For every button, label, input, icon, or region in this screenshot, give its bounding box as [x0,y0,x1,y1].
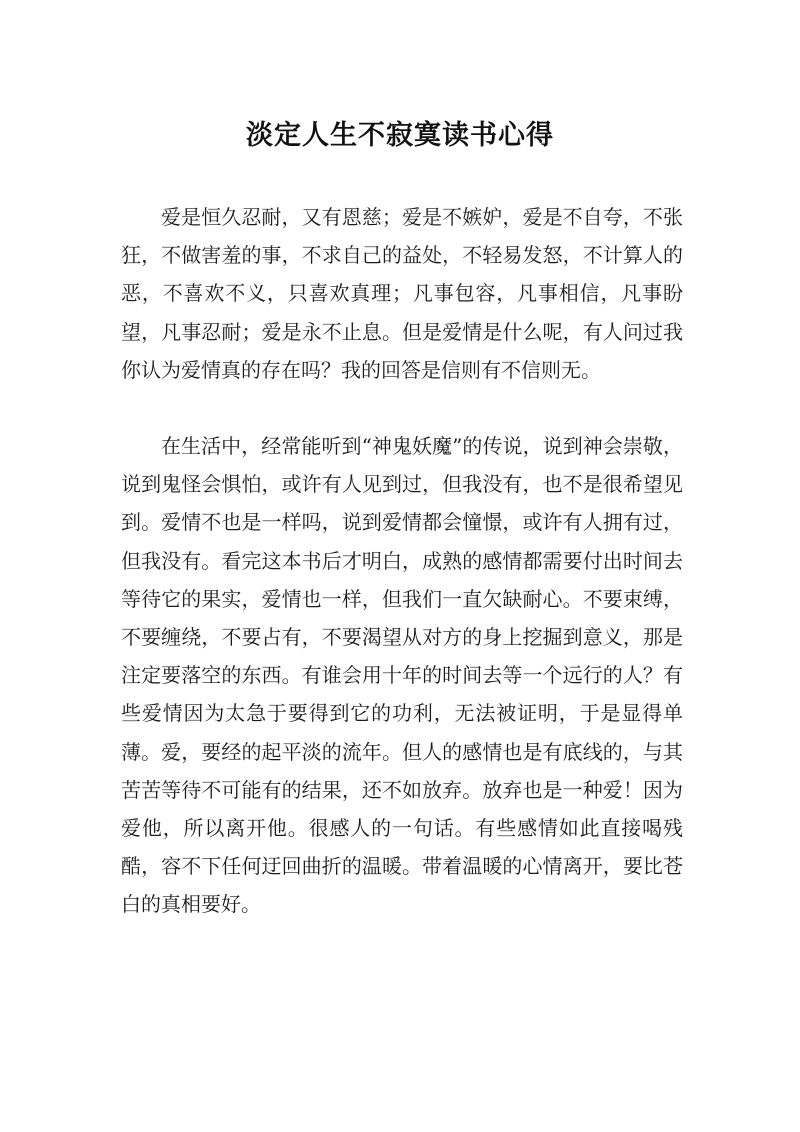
document-title: 淡定人生不寂寞读书心得 [246,120,554,152]
paragraph-1: 爱是恒久忍耐，又有恩慈；爱是不嫉妒，爱是不自夸，不张狂，不做害羞的事，不求自己的益处，不轻易发怒，不计算人的恶，不喜欢不义，只喜欢真理；凡事包容，凡事相信，凡事盼望，凡事忍耐；爱是永不止息。但是爱情是什么呢，有人问过我你认为爱情真的存在吗？我的回答是信则有不信则无。 [121,205,683,382]
paragraph-2: 在生活中，经常能听到“神鬼妖魔”的传说，说到神会崇敬，说到鬼怪会惧怕，或许有人见到过，但我没有，也不是很希望见到。爱情不也是一样吗，说到爱情都会憧憬，或许有人拥有过，但我没有。看完这本书后才明白，成熟的感情都需要付出时间去等待它的果实，爱情也一样，但我们一直欠缺耐心。不要束缚，不要缠绕，不要占有，不要渴望从对方的身上挖掘到意义，那是注定要落空的东西。有谁会用十年的时间去等一个远行的人？有些爱情因为太急于要得到它的功利，无法被证明，于是显得单薄。爱，要经的起平淡的流年。但人的感情也是有底线的，与其苦苦等待不可能有的结果，还不如放弃。放弃也是一种爱！因为爱他，所以离开他。很感人的一句话。有些感情如此直接喝残酷，容不下任何迂回曲折的温暖。带着温暖的心情离开，要比苍白的真相要好。 [121,434,683,917]
